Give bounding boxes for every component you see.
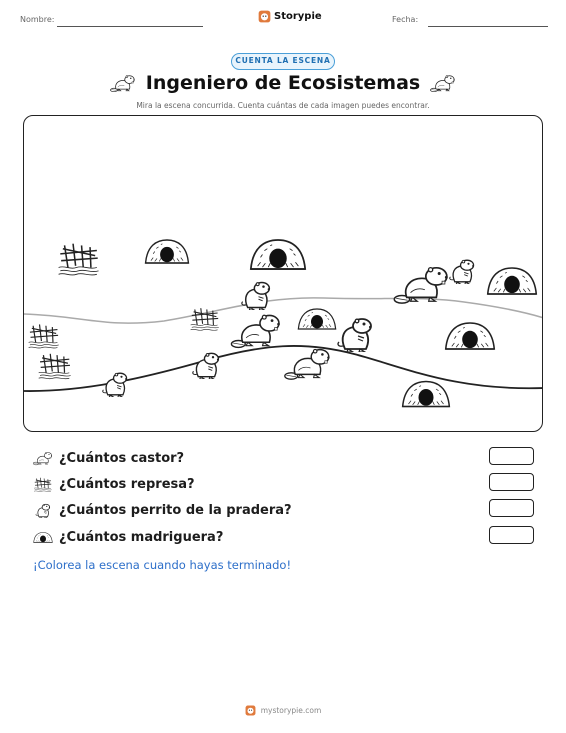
beaver-icon [394,268,447,304]
page-subtitle: Mira la escena concurrida. Cuenta cuántas de cada imagen puedes encontrar. [136,101,430,110]
burrow-icon [446,323,495,349]
date-field[interactable] [428,26,548,27]
beaver-icon [231,315,279,347]
beaver-icon [430,74,456,93]
name-label: Nombre: [20,15,55,24]
prairie-dog-icon [193,353,219,379]
burrow-icon [298,309,335,329]
burrow-icon [403,382,450,407]
question-dam [33,474,195,494]
prairie-dog-icon [242,283,270,311]
river-line [24,346,543,391]
dam-icon [59,244,99,275]
coloring-instruction: ¡Colorea la escena cuando hayas terminado! [33,558,292,572]
dam-icon [39,354,71,379]
prairie-dog-icon [33,503,53,518]
hill-line [24,298,543,323]
footer-url[interactable]: mystorypie.com [260,706,322,715]
beaver-icon [33,451,53,466]
answer-box-prairie-dog[interactable] [489,499,534,517]
burrow-icon [146,240,189,263]
scene-illustration [24,116,543,432]
prairie-dog-icon [338,319,372,352]
question-text: ¿Cuántos represa? [59,476,195,492]
burrow-icon [251,240,305,269]
page-title: Ingeniero de Ecosistemas [145,72,421,94]
burrow-icon [33,531,53,544]
question-text: ¿Cuántos perrito de la pradera? [59,502,292,518]
brand-name: Storypie [274,11,322,22]
storypie-icon [245,705,256,716]
storypie-logo [258,10,322,23]
prairie-dog-icon [450,260,474,284]
scene-badge: CUENTA LA ESCENA [231,53,335,70]
dam-icon [29,324,59,348]
counting-scene [23,115,543,432]
prairie-dog-icon [103,373,127,397]
question-beaver [33,448,184,468]
question-text: ¿Cuántos castor? [59,450,185,466]
beaver-icon [285,349,330,379]
dam-icon [33,477,53,492]
name-field[interactable] [57,26,203,27]
answer-box-dam[interactable] [489,473,534,491]
question-burrow [33,527,223,547]
burrow-icon [488,268,537,294]
page-title-row [0,72,566,98]
beaver-icon [110,74,136,93]
answer-box-burrow[interactable] [489,526,534,544]
question-text: ¿Cuántos madriguera? [59,529,224,545]
footer [0,705,566,716]
answer-box-beaver[interactable] [489,447,534,465]
date-label: Fecha: [392,15,419,24]
question-prairie-dog [33,500,292,520]
storypie-icon [258,10,271,23]
